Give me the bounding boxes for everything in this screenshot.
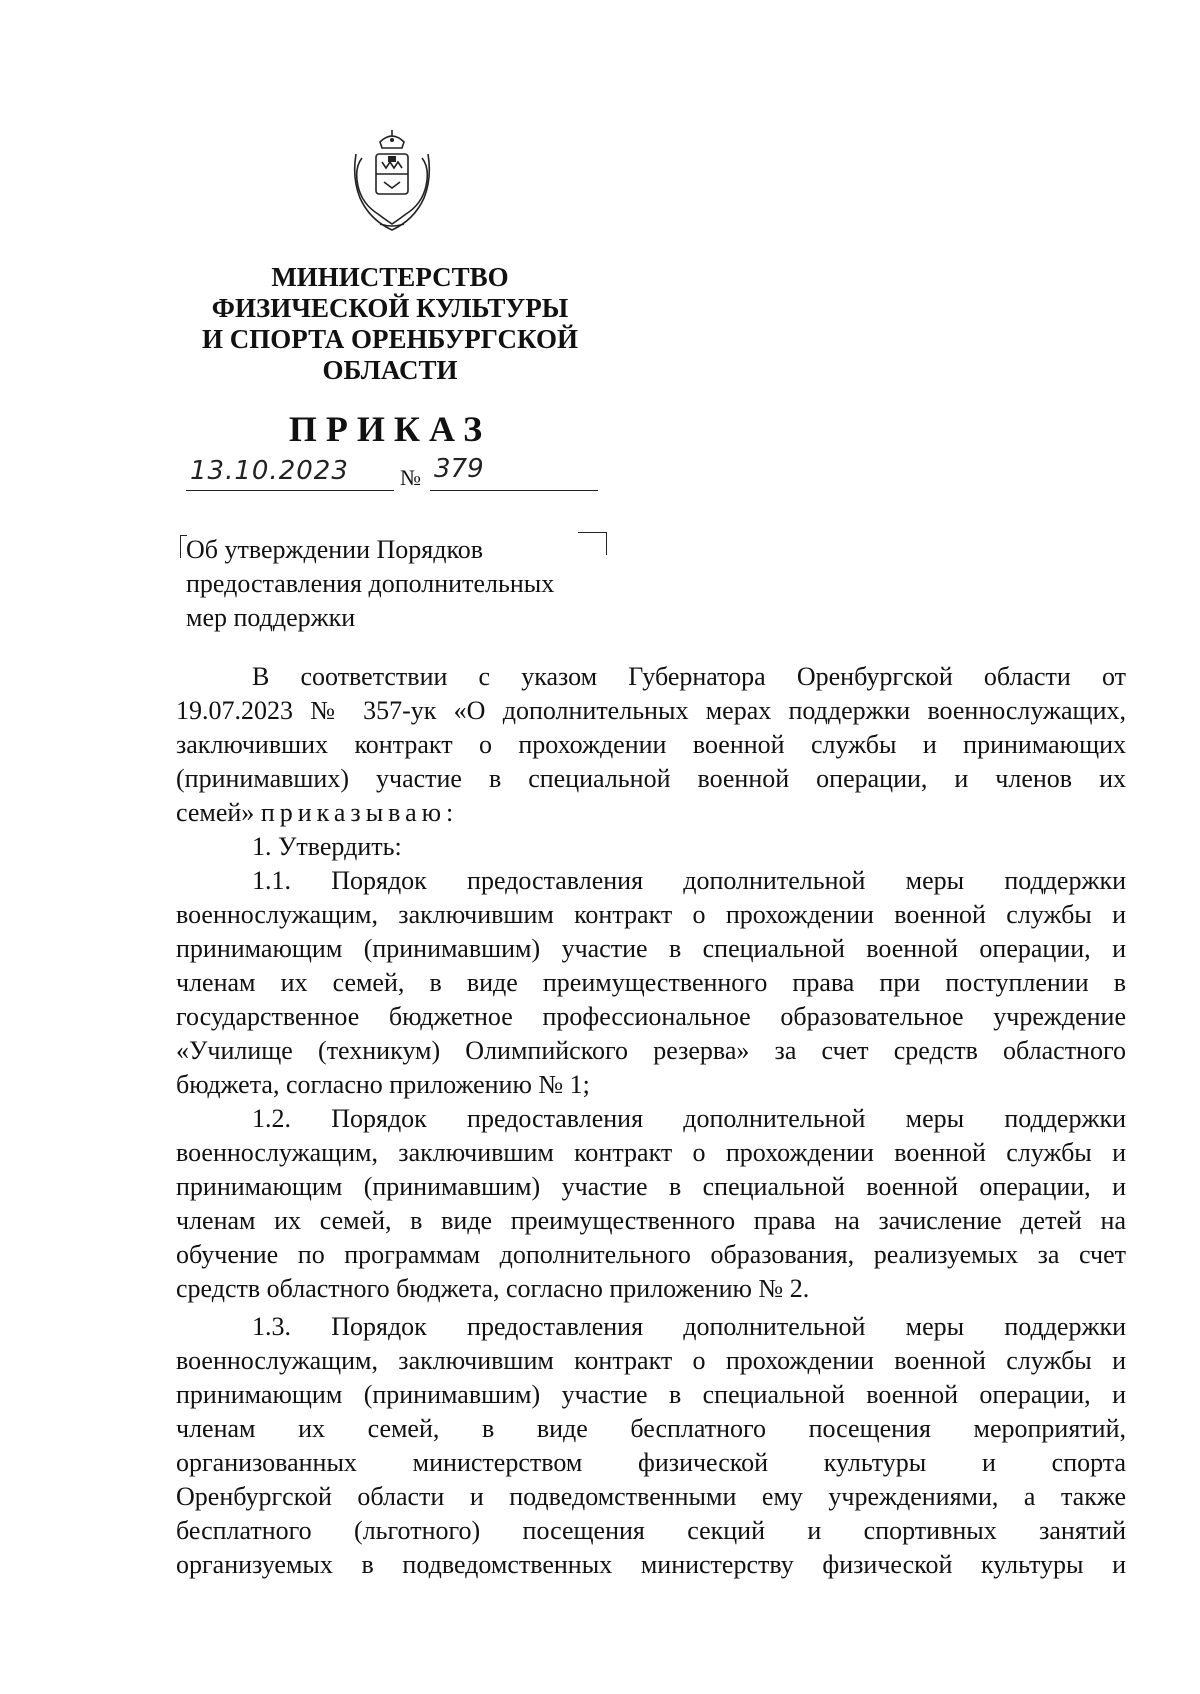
number-underline — [430, 490, 598, 491]
text-line: 1.2. Порядок предоставления дополнительной меры поддержки — [252, 1104, 1126, 1133]
command-word: приказываю: — [260, 798, 459, 827]
organization-name — [190, 262, 590, 386]
item-1-2 — [176, 1102, 1126, 1306]
text-line: «Училище (техникум) Олимпийского резерва» за счет средств областного — [176, 1036, 1126, 1065]
text-line: принимающим (принимавшим) участие в специальной военной операции, и — [176, 1380, 1126, 1409]
item-1-3 — [176, 1310, 1126, 1582]
text-line: В соответствии с указом Губернатора Оренбургской области от — [252, 662, 1126, 691]
text-line: обучение по программам дополнительного образования, реализуемых за счет — [176, 1240, 1126, 1269]
coat-of-arms-icon — [350, 128, 434, 234]
subject-bracket-right — [578, 532, 607, 555]
text-line: членам их семей, в виде преимущественного права при поступлении в — [176, 968, 1126, 997]
item-1: 1. Утвердить: — [252, 832, 402, 861]
text-line: Оренбургской области и подведомственными ему учреждениями, а также — [176, 1482, 1126, 1511]
text-line: организуемых в подведомственных министерству физической культуры и — [176, 1550, 1126, 1579]
text-line: принимающим (принимавшим) участие в специальной военной операции, и — [176, 1172, 1126, 1201]
intro-last-words: семей» — [176, 798, 255, 827]
organization-line: ФИЗИЧЕСКОЙ КУЛЬТУРЫ — [211, 293, 569, 323]
order-title: ПРИКАЗ — [288, 409, 492, 449]
text-line: принимающим (принимавшим) участие в специальной военной операции, и — [176, 934, 1126, 963]
text-line: бюджета, согласно приложению № 1; — [176, 1070, 590, 1099]
order-number: 379 — [434, 454, 484, 484]
organization-line: ОБЛАСТИ — [322, 355, 458, 385]
order-subject — [186, 533, 554, 635]
text-line: членам их семей, в виде бесплатного посещения мероприятий, — [176, 1414, 1126, 1443]
text-line: военнослужащим, заключившим контракт о прохождении военной службы и — [176, 1346, 1126, 1375]
text-line: государственное бюджетное профессиональное образовательное учреждение — [176, 1002, 1126, 1031]
text-line — [176, 796, 1126, 830]
text-line: средств областного бюджета, согласно приложению № 2. — [176, 1274, 810, 1303]
text-line: 1.1. Порядок предоставления дополнительной меры поддержки — [252, 866, 1126, 895]
text-line: 19.07.2023 № 357-ук «О дополнительных мерах поддержки военнослужащих, — [176, 696, 1126, 725]
text-line: 1.3. Порядок предоставления дополнительной меры поддержки — [252, 1312, 1126, 1341]
number-sign: № — [400, 465, 421, 490]
subject-line: Об утверждении Порядков — [186, 535, 484, 564]
order-body — [176, 660, 1126, 1582]
text-line: военнослужащим, заключившим контракт о прохождении военной службы и — [176, 900, 1126, 929]
text-line: (принимавших) участие в специальной военной операции, и членов их — [176, 764, 1126, 793]
text-line: членам их семей, в виде преимущественного права на зачисление детей на — [176, 1206, 1126, 1235]
intro-paragraph — [176, 660, 1126, 830]
text-line: военнослужащим, заключившим контракт о прохождении военной службы и — [176, 1138, 1126, 1167]
text-line: заключивших контракт о прохождении военной службы и принимающих — [176, 730, 1126, 759]
order-date: 13.10.2023 — [190, 456, 349, 486]
item-1-1 — [176, 864, 1126, 1102]
text-line: бесплатного (льготного) посещения секций и спортивных занятий — [176, 1516, 1126, 1545]
organization-line: МИНИСТЕРСТВО — [271, 262, 509, 292]
text-line: организованных министерством физической культуры и спорта — [176, 1448, 1126, 1477]
date-underline — [186, 490, 394, 491]
organization-line: И СПОРТА ОРЕНБУРГСКОЙ — [202, 324, 578, 354]
subject-line: мер поддержки — [186, 603, 356, 632]
subject-line: предоставления дополнительных — [186, 569, 555, 598]
